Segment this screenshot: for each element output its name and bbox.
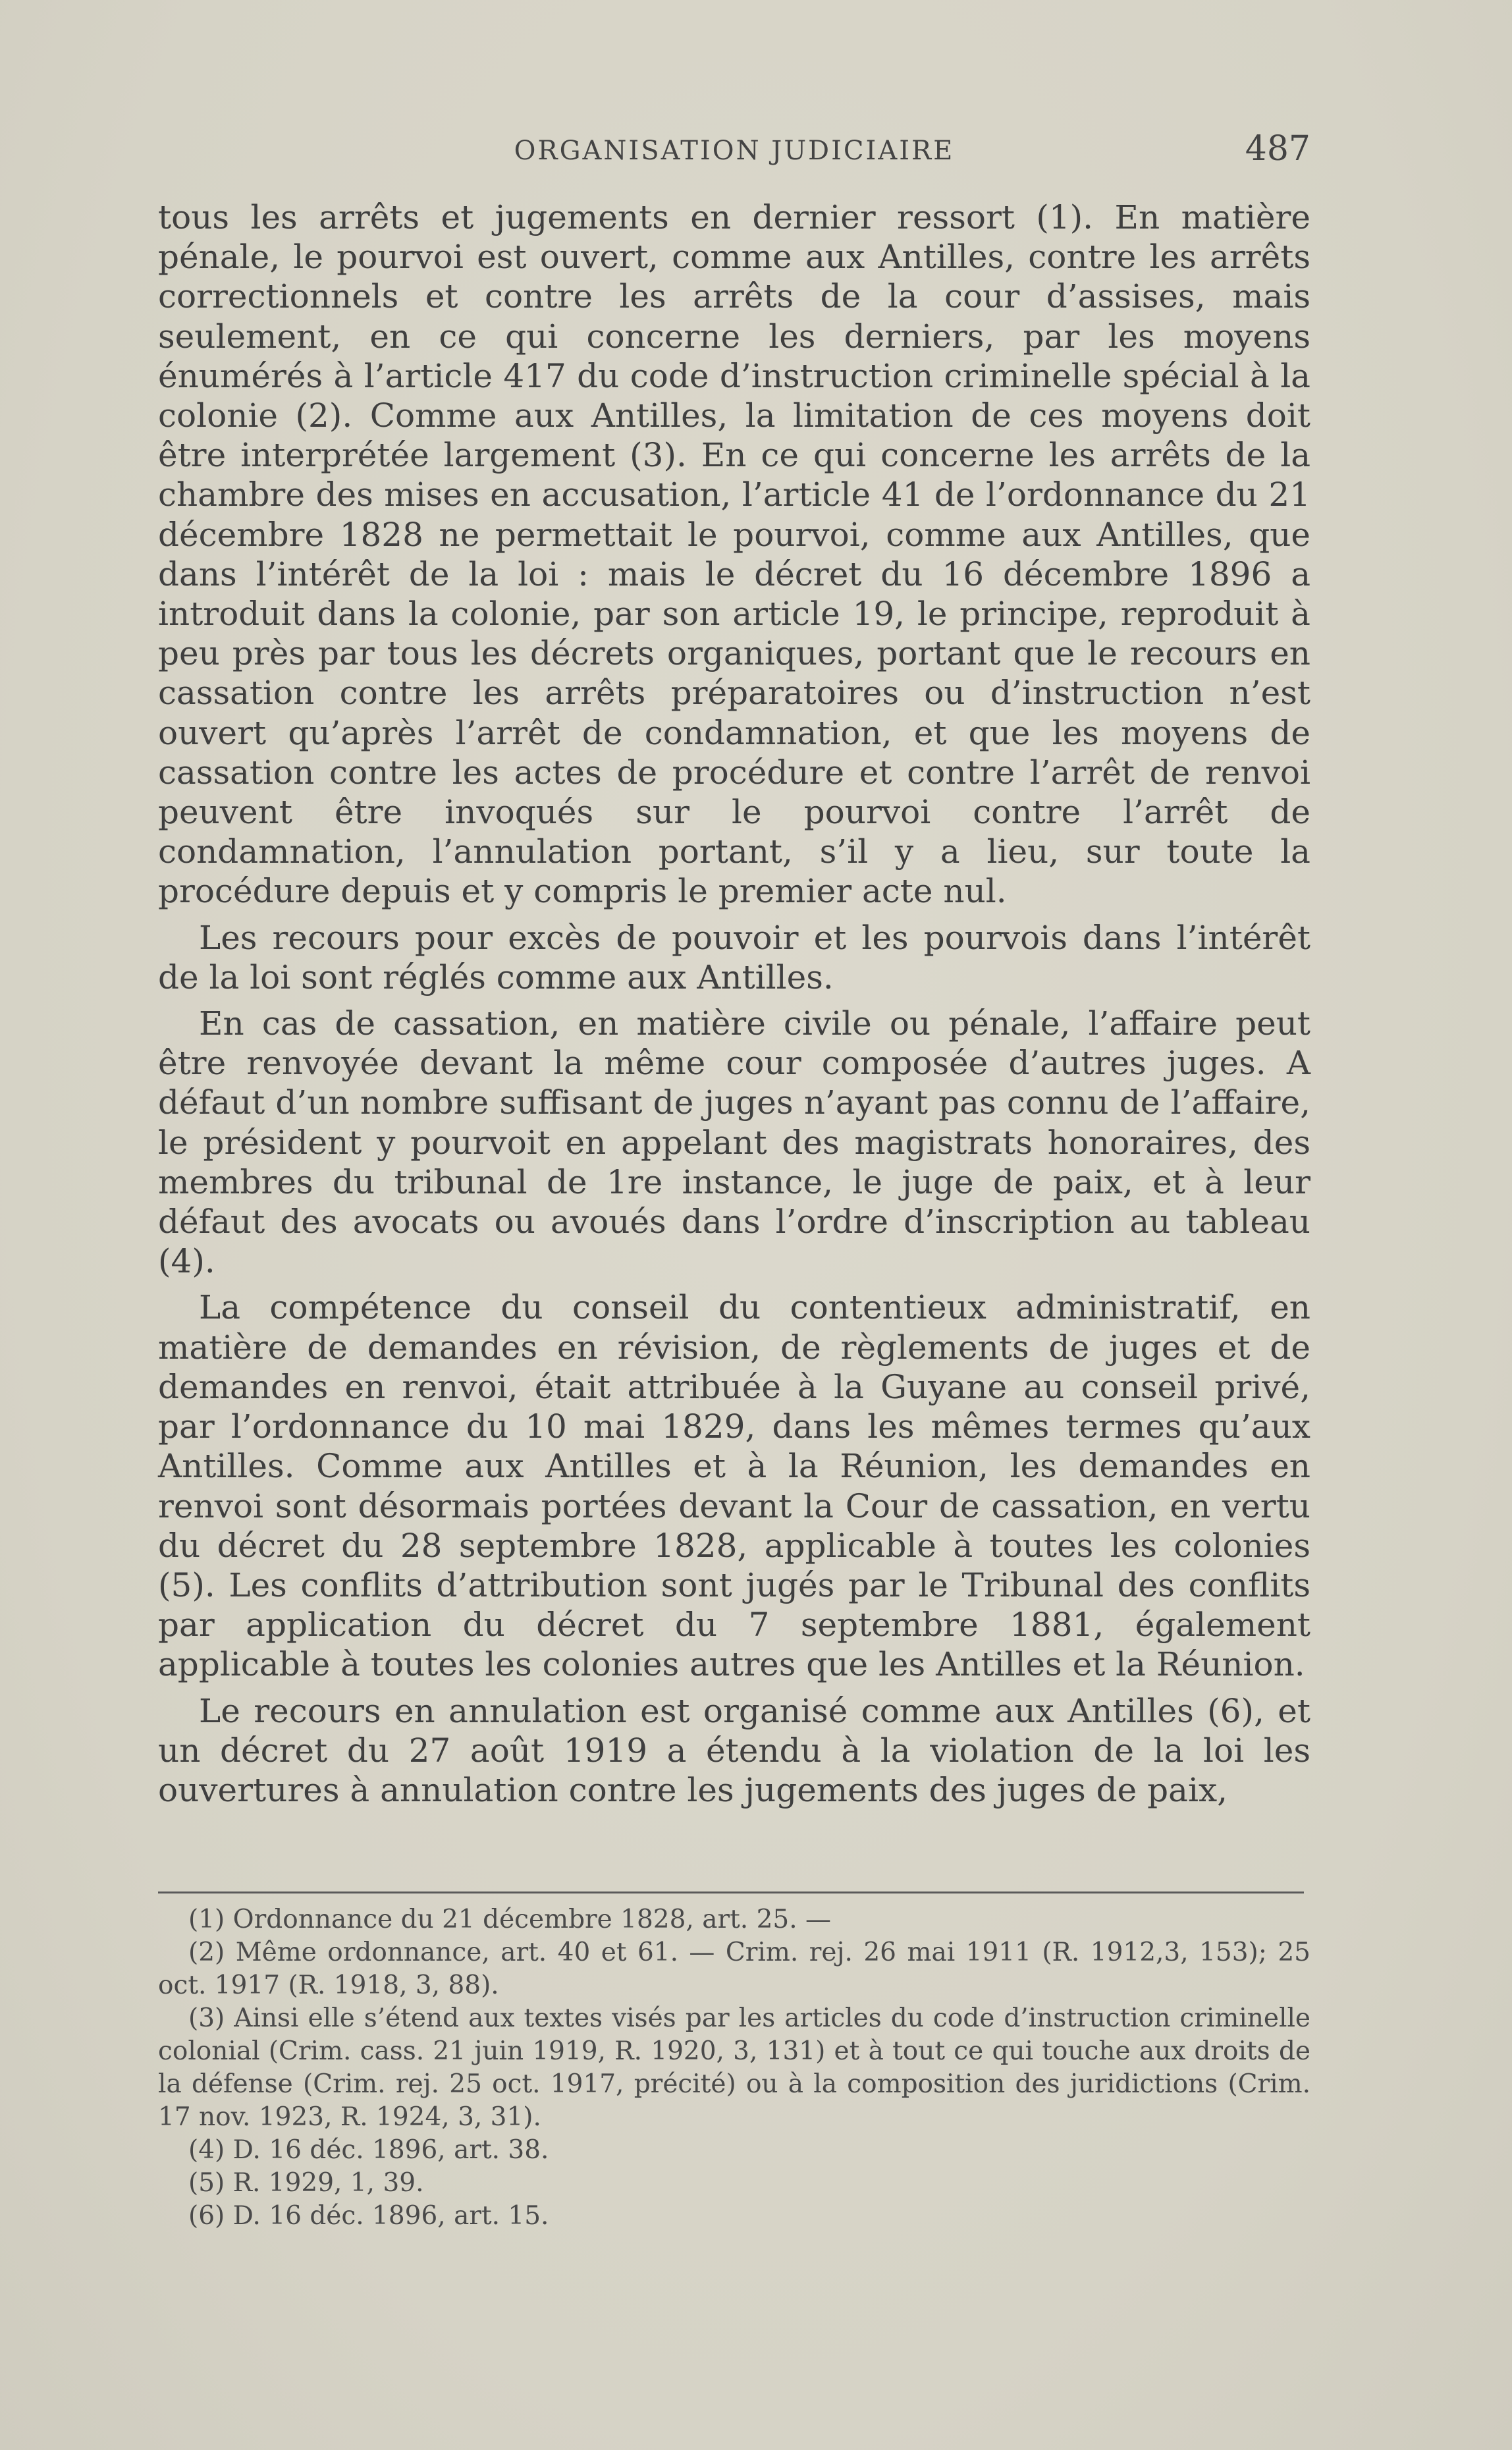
- paragraph-5: Le recours en annulation est organisé comme aux Antilles (6), et un décret du 27 août 1919 a étendu à la violation de la loi les ouvertures à annulation contre les jugements des juges de paix,: [158, 1691, 1310, 1809]
- footnote-2: (2) Même ordonnance, art. 40 et 61. — Crim. rej. 26 mai 1911 (R. 1912,3, 153); 25 oct. 1917 (R. 1918, 3, 88).: [158, 1938, 1310, 2000]
- footnote-4: (4) D. 16 déc. 1896, art. 38.: [188, 2135, 549, 2165]
- paragraph-4: La compétence du conseil du contentieux administratif, en matière de demandes en révision, de règlements de juges et de demandes en renvoi, était attribuée à la Guyane au conseil privé, par l’ordonnance du 10 mai 1829, dans les mêmes termes qu’aux Antilles. Comme aux Antilles et à la Réunion, les demandes en renvoi sont désormais portées devant la Cour de cassation, en vertu du décret du 28 septembre 1828, applicable à toutes les colonies (5). Les conflits d’attribution sont jugés par le Tribunal des conflits par application du décret du 7 septembre 1881, également applicable à toutes les colonies autres que les Antilles et la Réunion.: [158, 1288, 1310, 1684]
- page-header: [158, 129, 1310, 175]
- footnotes: [158, 1903, 1310, 2233]
- page-number: 487: [1245, 129, 1310, 169]
- footnote-5: (5) R. 1929, 1, 39.: [188, 2168, 424, 2198]
- footnote-3: (3) Ainsi elle s’étend aux textes visés par les articles du code d’instruction criminelle colonial (Crim. cass. 21 juin 1919, R. 1920, 3, 131) et à tout ce qui touche aux droits de la défense (Crim. rej. 25 oct. 1917, précité) ou à la composition des juridictions (Crim. 17 nov. 1923, R. 1924, 3, 31).: [158, 2003, 1310, 2132]
- body-text: [158, 198, 1310, 1810]
- paragraph-3: En cas de cassation, en matière civile ou pénale, l’affaire peut être renvoyée devant la même cour composée d’autres juges. A défaut d’un nombre suffisant de juges n’ayant pas connu de l’affaire, le président y pourvoit en appelant des magistrats honoraires, des membres du tribunal de 1re instance, le juge de paix, et à leur défaut des avocats ou avoués dans l’ordre d’inscription au tableau (4).: [158, 1004, 1310, 1281]
- footnote-6: (6) D. 16 déc. 1896, art. 15.: [188, 2201, 549, 2231]
- footnote-1: (1) Ordonnance du 21 décembre 1828, art. 25. —: [188, 1905, 831, 1934]
- running-title: ORGANISATION JUDICIAIRE: [514, 136, 955, 166]
- paragraph-2: Les recours pour excès de pouvoir et les pourvois dans l’intérêt de la loi sont réglés comme aux Antilles.: [158, 918, 1310, 996]
- footnote-rule: [158, 1892, 1304, 1893]
- paragraph-1: tous les arrêts et jugements en dernier ressort (1). En matière pénale, le pourvoi est ouvert, comme aux Antilles, contre les arrêts correctionnels et contre les arrêts de la cour d’assises, mais seulement, en ce qui concerne les derniers, par les moyens énumérés à l’article 417 du code d’instruction criminelle spécial à la colonie (2). Comme aux Antilles, la limitation de ces moyens doit être interprétée largement (3). En ce qui concerne les arrêts de la chambre des mises en accusation, l’article 41 de l’ordonnance du 21 décembre 1828 ne permettait le pourvoi, comme aux Antilles, que dans l’intérêt de la loi : mais le décret du 16 décembre 1896 a introduit dans la colonie, par son article 19, le principe, reproduit à peu près par tous les décrets organiques, portant que le recours en cassation contre les arrêts préparatoires ou d’instruction n’est ouvert qu’après l’arrêt de condamnation, et que les moyens de cassation contre les actes de procédure et contre l’arrêt de renvoi peuvent être invoqués sur le pourvoi contre l’arrêt de condamnation, l’annulation portant, s’il y a lieu, sur toute la procédure depuis et y compris le premier acte nul.: [158, 198, 1310, 911]
